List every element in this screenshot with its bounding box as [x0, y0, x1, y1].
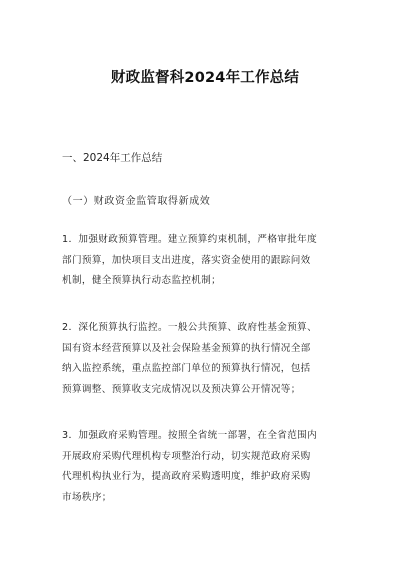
paragraph-line: 2．深化预算执行监控。一般公共预算、政府性基金预算、	[62, 322, 318, 333]
paragraph-1	[62, 230, 358, 292]
paragraph-3	[62, 426, 358, 508]
document-title: 财政监督科2024年工作总结	[110, 70, 300, 86]
paragraph-line: 代理机构执业行为，提高政府采购透明度，维护政府采购	[62, 471, 311, 482]
paragraph-line: 1．加强财政预算管理。建立预算约束机制，严格审批年度	[62, 234, 318, 245]
paragraph-line: 部门预算，加快项目支出进度，落实资金使用的跟踪问效	[62, 254, 311, 266]
paragraph-line: 开展政府采购代理机构专项整治行动，切实规范政府采购	[62, 450, 311, 462]
paragraph-line: 纳入监控系统，重点监控部门单位的预算执行情况，包括	[62, 363, 311, 374]
paragraph-line: 机制，健全预算执行动态监控机制；	[62, 275, 222, 286]
paragraph-line: 市场秩序；	[62, 491, 112, 503]
paragraph-2	[62, 318, 358, 400]
subsection-heading: （一）财政资金监管取得新成效	[62, 196, 211, 207]
paragraph-line: 3．加强政府采购管理。按照全省统一部署，在全省范围内	[62, 430, 318, 441]
paragraph-line: 预算调整、预算收支完成情况以及预决算公开情况等；	[62, 383, 301, 395]
section-heading: 一、2024年工作总结	[62, 152, 163, 164]
paragraph-line: 国有资本经营预算以及社会保险基金预算的执行情况全部	[62, 342, 311, 354]
